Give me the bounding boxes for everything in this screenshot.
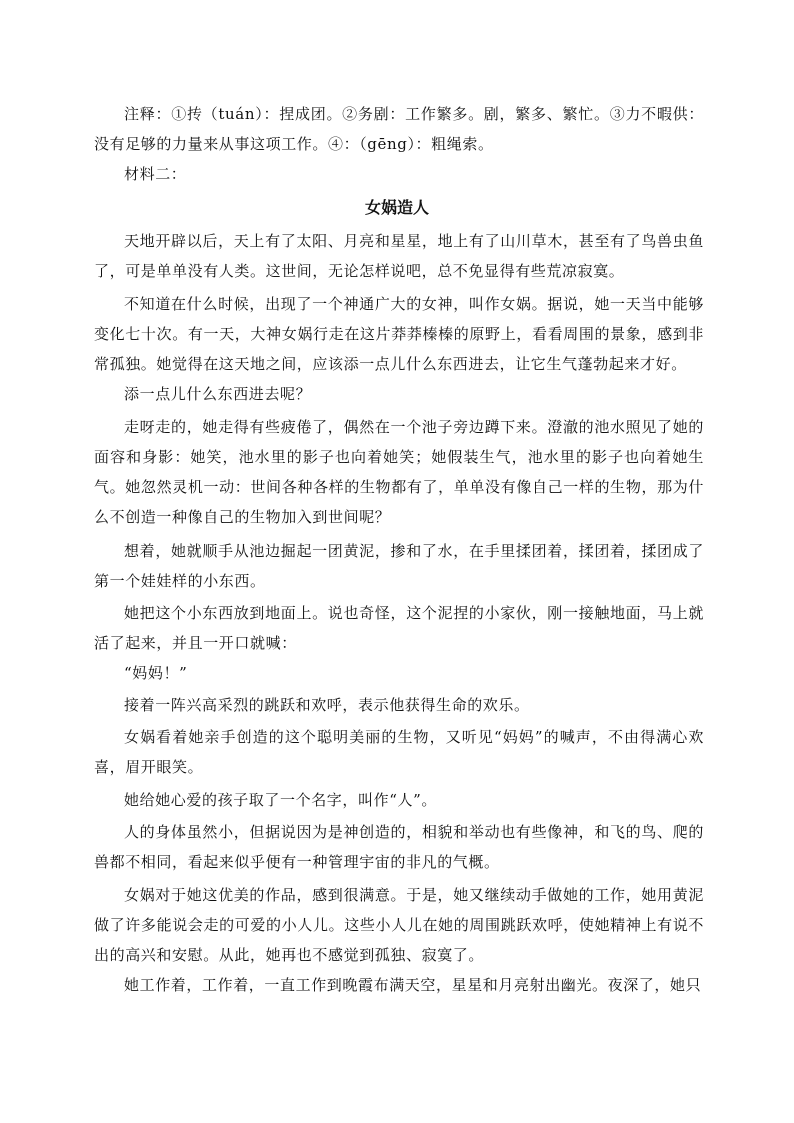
paragraph: 想着，她就顺手从池边掘起一团黄泥，掺和了水，在手里揉团着，揉团着，揉团成了第一个娃娃样的小东西。 [94,542,704,590]
paragraph: 人的身体虽然小，但据说因为是神创造的，相貌和举动也有些像神，和飞的鸟、爬的兽都不相同，看起来似乎便有一种管理宇宙的非凡的气概。 [94,823,704,871]
paragraph: 不知道在什么时候，出现了一个神通广大的女神，叫作女娲。据说，她一天当中能够变化七十次。有一天，大神女娲行走在这片莽莽榛榛的原野上，看看周围的景象，感到非常孤独。她觉得在这天地之间，应该添一点儿什么东西进去，让它生气蓬勃起来才好。 [94,295,704,373]
annotation-note: 注释：①抟（tuán）：捏成团。②务剧：工作繁多。剧，繁多、繁忙。③力不暇供：没有足够的力量来从事这项工作。④：（gēng）：粗绳索。 [94,105,704,153]
paragraph: “妈妈！” [124,664,188,682]
paragraph: 她给她心爱的孩子取了一个名字，叫作“人”。 [124,791,437,809]
paragraph: 她把这个小东西放到地面上。说也奇怪，这个泥捏的小家伙，刚一接触地面，马上就活了起来，并且一开口就喊： [94,604,704,652]
paragraph: 女娲看着她亲手创造的这个聪明美丽的生物，又听见“妈妈”的喊声，不由得满心欢喜，眉开眼笑。 [94,728,704,776]
paragraph: 接着一阵兴高采烈的跳跃和欢呼，表示他获得生命的欢乐。 [124,696,530,714]
article-title: 女娲造人 [364,198,429,217]
paragraph: 添一点儿什么东西进去呢？ [124,385,312,403]
paragraph: 天地开辟以后，天上有了太阳、月亮和星星，地上有了山川草木，甚至有了鸟兽虫鱼了，可是单单没有人类。这世间，无论怎样说吧，总不免显得有些荒凉寂寞。 [94,232,704,280]
paragraph: 走呀走的，她走得有些疲倦了，偶然在一个池子旁边蹲下来。澄澈的池水照见了她的面容和身影：她笑，池水里的影子也向着她笑；她假装生气，池水里的影子也向着她生气。她忽然灵机一动：世间各种各样的生物都有了，单单没有像自己一样的生物，那为什么不创造一种像自己的生物加入到世间呢？ [94,418,704,526]
paragraph: 她工作着，工作着，一直工作到晚霞布满天空，星星和月亮射出幽光。夜深了，她只 [124,976,702,994]
paragraph: 女娲对于她这优美的作品，感到很满意。于是，她又继续动手做她的工作，她用黄泥做了许多能说会走的可爱的小人儿。这些小人儿在她的周围跳跃欢呼，使她精神上有说不出的高兴和安慰。从此，她再也不感觉到孤独、寂寞了。 [94,886,704,964]
material-label: 材料二： [124,165,187,183]
